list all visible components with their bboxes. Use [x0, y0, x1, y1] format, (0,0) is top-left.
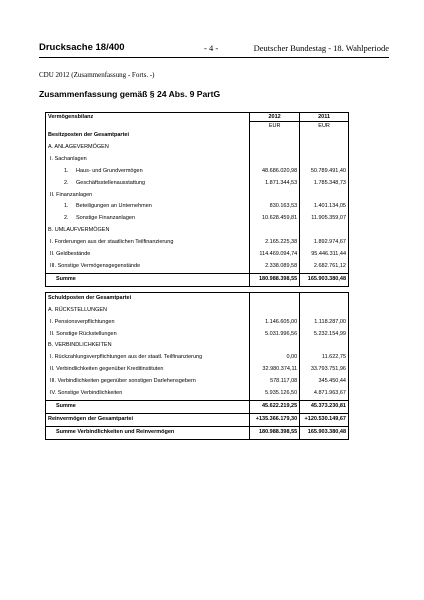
document-number: Drucksache 18/400 [39, 42, 125, 53]
table-row: I. Forderungen aus der staatlichen Teilfinanzierung 2.165.225,38 1.892.974,67 [46, 237, 349, 249]
section-title: Zusammenfassung gemäß § 24 Abs. 9 PartG [39, 89, 221, 99]
table-row: 1. Haus- und Grundvermögen 48.686.020,98 50.789.491,40 [46, 166, 349, 178]
table-row: 2. Geschäftsstellenausstattung 1.871.344,53 1.785.348,73 [46, 178, 349, 190]
unit-2012: EUR [250, 122, 300, 131]
table-row: III. Sonstige Vermögensgegenstände 2.338.089,58 2.682.761,12 [46, 261, 349, 273]
net-assets-row: Reinvermögen der Gesamtpartei +135.366.179,30 +120.530.149,67 [46, 413, 349, 426]
table-row: A. ANLAGEVERMÖGEN [46, 142, 349, 154]
page-header [39, 42, 389, 54]
table-header-row [46, 113, 349, 122]
table-row: I. Sachanlagen [46, 154, 349, 166]
table-row: I. Pensionsverpflichtungen 1.146.605,00 1.118.287,00 [46, 317, 349, 329]
unit-2011: EUR [300, 122, 349, 131]
summary-row: Summe 180.988.398,55 165.903.380,48 [46, 273, 349, 286]
table-row: Besitzposten der Gesamtpartei [46, 130, 349, 142]
table-row: I. Rückzahlungsverpflichtungen aus der staatl. Teilfinanzierung 0,00 11.622,75 [46, 352, 349, 364]
table-row: II. Finanzanlagen [46, 190, 349, 202]
table-row: B. VERBINDLICHKEITEN [46, 340, 349, 352]
col-header-label: Vermögensbilanz [46, 113, 250, 122]
table-row: III. Verbindlichkeiten gegenüber sonstigen Darlehensgebern 578.117,08 345.450,44 [46, 376, 349, 388]
table-row: B. UMLAUFVERMÖGEN [46, 225, 349, 237]
table-row: 2. Sonstige Finanzanlagen 10.628.459,81 11.905.359,07 [46, 213, 349, 225]
col-header-2012: 2012 [250, 113, 300, 122]
table-row: Schuldposten der Gesamtpartei [46, 292, 349, 304]
table-row: IV. Sonstige Verbindlichkeiten 5.935.126,50 4.871.963,67 [46, 388, 349, 400]
table-row: 1. Beteiligungen an Unternehmen 830.163,53 1.401.134,05 [46, 201, 349, 213]
page-number: - 4 - [204, 43, 219, 53]
continuation-note: CDU 2012 (Zusammenfassung - Forts. -) [39, 71, 155, 79]
header-rule [39, 57, 389, 58]
unit-row [46, 122, 349, 131]
table-row: II. Geldbestände 114.469.094,74 95.446.311,44 [46, 249, 349, 261]
summary-row: Summe 45.622.219,25 45.373.230,81 [46, 400, 349, 413]
table-row: A. RÜCKSTELLUNGEN [46, 305, 349, 317]
grand-total-row: Summe Verbindlichkeiten und Reinvermögen 180.988.398,55 165.903.380,48 [46, 426, 349, 439]
parliament-label: Deutscher Bundestag - 18. Wahlperiode [253, 43, 389, 53]
col-header-2011: 2011 [300, 113, 349, 122]
balance-sheet-table [45, 112, 349, 440]
table-row: II. Sonstige Rückstellungen 5.031.996,56 5.232.154,99 [46, 329, 349, 341]
table-row: II. Verbindlichkeiten gegenüber Kreditinstituten 32.980.374,11 33.793.751,96 [46, 364, 349, 376]
